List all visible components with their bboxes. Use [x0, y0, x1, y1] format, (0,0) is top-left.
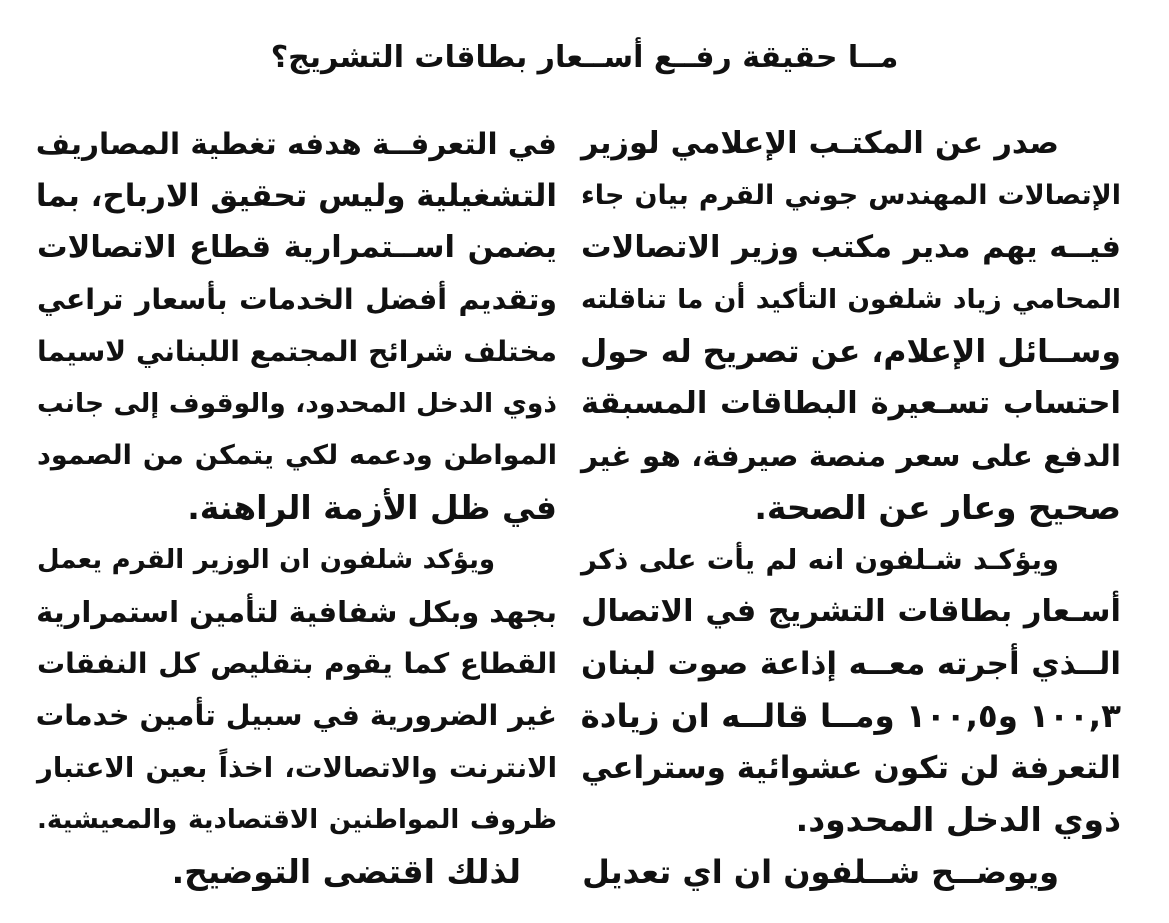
article-text-line: صحيح وعار عن الصحة. — [754, 488, 1121, 527]
article-text-line: وســائل الإعلام، عن تصريح له حول — [579, 334, 1121, 370]
article-text-line: ويوضــح شــلفون ان اي تعديل — [582, 853, 1059, 891]
article-column-right — [581, 118, 1121, 898]
article-text-line: احتساب تسـعيرة البطاقات المسبقة — [581, 386, 1121, 421]
article-text-line: المواطن ودعمه لكي يتمكن من الصمود — [37, 440, 557, 471]
article-text-line: غير الضرورية في سبيل تأمين خدمات — [35, 699, 557, 732]
article-text-line: بجهد وبكل شفافية لتأمين استمرارية — [36, 595, 557, 629]
article-text-line: لذلك اقتضى التوضيح. — [171, 852, 521, 891]
article-text-line: الدفع على سعر منصة صيرفة، هو غير — [581, 439, 1121, 473]
article-text-line: ظروف المواطنين الاقتصادية والمعيشية. — [37, 805, 557, 835]
article-text-line: يضمن اســتمرارية قطاع الاتصالات — [37, 230, 557, 265]
article-text-line: الإتصالات المهندس جوني القرم بيان جاء — [581, 180, 1121, 211]
article-text-line: في ظل الأزمة الراهنة. — [187, 488, 557, 527]
article-text-line: فيــه يهم مدير مكتب وزير الاتصالات — [581, 230, 1121, 265]
article-text-line: ذوي الدخل المحدود، والوقوف إلى جانب — [37, 388, 557, 419]
article-text-line: مختلف شرائح المجتمع اللبناني لاسيما — [37, 335, 557, 368]
article-text-line: ذوي الدخل المحدود. — [795, 800, 1121, 839]
article-text-line: وتقديم أفضل الخدمات بأسعار تراعي — [37, 283, 557, 316]
article-text-line: ١٠٠,٣ و١٠٠,٥ ومــا قالــه ان زيادة — [580, 697, 1121, 735]
article-text-line: التعرفة لن تكون عشوائية وستراعي — [581, 750, 1121, 786]
article-text-line: التشغيلية وليس تحقيق الارباح، بما — [35, 178, 557, 214]
article-text-line: أسـعار بطاقات التشريج في الاتصال — [581, 594, 1121, 629]
article-text-line: القطاع كما يقوم بتقليص كل النفقات — [37, 647, 557, 680]
article-text-line: في التعرفــة هدفه تغطية المصاريف — [35, 127, 557, 161]
article-text-line: صدر عن المكتـب الإعلامي لوزير — [581, 126, 1059, 161]
article-column-left — [37, 118, 557, 898]
article-text-line: الانترنت والاتصالات، اخذاً بعين الاعتبار — [37, 752, 557, 784]
article-text-line: المحامي زياد شلفون التأكيد أن ما تناقلته — [581, 284, 1121, 315]
article-text-line: الــذي أجرته معــه إذاعة صوت لبنان — [581, 646, 1121, 682]
article-text-line: ويؤكد شلفون ان الوزير القرم يعمل — [37, 545, 495, 575]
article-headline: مــا حقيقة رفــع أســعار بطاقات التشريج؟ — [270, 40, 899, 75]
article-text-line: ويؤكـد شـلفون انه لم يأت على ذكر — [581, 544, 1059, 576]
